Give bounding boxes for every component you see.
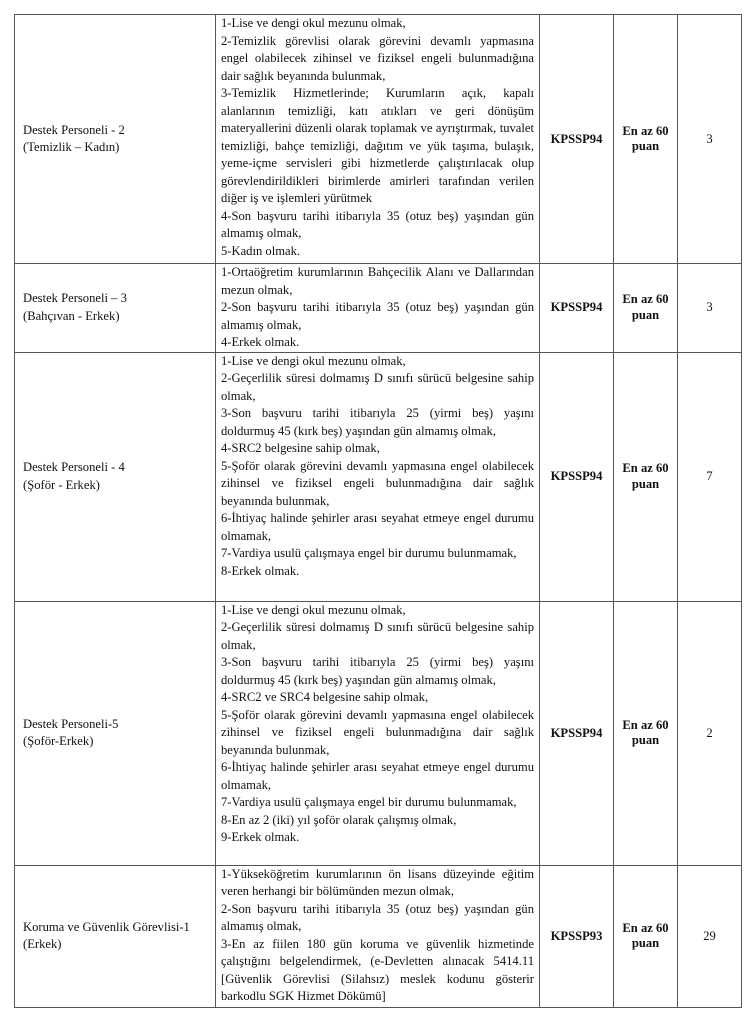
position-count: 2 [678,601,742,865]
position-title: Destek Personeli-5 [23,716,119,731]
position-subtitle: (Şoför - Erkek) [23,477,100,492]
requirement-item: 7-Vardiya usulü çalışmaya engel bir durumu bulunmamak, [221,546,517,560]
min-score-value: En az 60 [622,920,669,935]
requirement-item: 1-Lise ve dengi okul mezunu olmak, [221,353,406,368]
position-cell [15,865,216,1007]
requirement-item: 4-Son başvuru tarihi itibarıyla 35 (otuz beş) yaşından gün almamış olmak, [221,208,534,240]
min-score-value: En az 60 [622,292,669,307]
requirement-item: 1-Ortaöğretim kurumlarının Bahçecilik Alanı ve Dallarından mezun olmak, [221,265,534,297]
requirement-item: 3-Son başvuru tarihi itibarıyla 25 (yirmi beş) yaşını doldurmuş 45 (kırk beş) yaşından gün almamış olmak, [221,406,534,438]
position-count: 7 [678,352,742,601]
position-title: Destek Personeli - 2 [23,122,125,137]
requirement-item: 3-En az fiilen 180 gün koruma ve güvenlik hizmetinde çalıştığını belgelendirmek, (e-Devletten alınacak 5414.11 [Güvenlik Görevlisi (Silahsız) meslek kodunu gösterir barkodlu SGK Hizmet Dökümü] [221,936,534,1003]
min-score-unit: puan [631,307,660,322]
position-count: 29 [678,865,742,1007]
min-score-value: En az 60 [622,461,669,475]
requirement-item: 5-Şoför olarak görevini devamlı yapmasına engel olabilecek zihinsel ve fiziksel engeli bulunmadığına dair sağlık beyanında bulunmak, [221,707,534,757]
requirement-item: 9-Erkek olmak. [221,830,300,844]
min-score-unit: puan [631,139,660,153]
position-cell [15,15,216,264]
requirements-cell [216,15,540,264]
requirement-item: 6-İhtiyaç halinde şehirler arası seyahat etmeye engel durumu olmamak, [221,511,534,543]
requirements-cell [216,264,540,353]
requirement-item: 1-Yükseköğretim kurumlarının ön lisans düzeyinde eğitim veren herhangi bir bölümünden mezun olmak, [221,866,534,898]
requirement-item: 4-Erkek olmak. [221,335,300,349]
requirement-item: 2-Son başvuru tarihi itibarıyla 35 (otuz beş) yaşından gün almamış olmak, [221,901,534,933]
requirements-cell [216,352,540,601]
requirements-cell [216,865,540,1007]
position-cell [15,601,216,865]
requirement-item: 2-Geçerlilik süresi dolmamış D sınıfı sürücü belgesine sahip olmak, [221,371,534,403]
requirement-item: 5-Şoför olarak görevini devamlı yapmasına engel olabilecek zihinsel ve fiziksel engeli bulunmadığına dair sağlık beyanında bulunmak, [221,458,534,508]
position-title: Koruma ve Güvenlik Görevlisi-1 [23,919,190,934]
exam-type: KPSSP94 [540,601,614,865]
requirement-item: 2-Son başvuru tarihi itibarıyla 35 (otuz beş) yaşından gün almamış olmak, [221,300,534,332]
positions-table [14,14,742,1008]
requirement-item: 3-Temizlik Hizmetlerinde; Kurumların açık, kapalı alanlarının temizliği, katı atıkları ve geri dönüşüm materyallerini düzenli olarak toplamak ve ayrıştırmak, tuvalet temizliği, bahçe temizliği, dağıtım ve yük taşıma, bulaşık, yeme-içme servisleri gibi hizmetlerde çalıştırılacak olup görevlendirildikleri birimlerde amirleri tarafından verilen diğer iş ve işlemleri yürütmek [221,86,534,205]
position-subtitle: (Erkek) [23,937,62,951]
exam-type: KPSSP94 [540,264,614,353]
position-cell [15,352,216,601]
position-subtitle: (Bahçıvan - Erkek) [23,308,120,323]
exam-type: KPSSP94 [540,15,614,264]
requirement-item: 1-Lise ve dengi okul mezunu olmak, [221,16,406,30]
exam-type: KPSSP94 [540,352,614,601]
min-score [614,15,678,264]
position-subtitle: (Temizlik – Kadın) [23,140,120,154]
requirement-item: 5-Kadın olmak. [221,243,301,258]
table-row [15,865,742,1007]
requirements-cell [216,601,540,865]
requirement-item: 3-Son başvuru tarihi itibarıyla 25 (yirmi beş) yaşını doldurmuş 45 (kırk beş) yaşından gün almamış olmak, [221,655,534,687]
min-score [614,264,678,353]
table-row [15,601,742,865]
min-score [614,865,678,1007]
position-count: 3 [678,264,742,353]
requirement-item: 6-İhtiyaç halinde şehirler arası seyahat etmeye engel durumu olmamak, [221,760,534,792]
position-cell [15,264,216,353]
min-score-unit: puan [631,936,660,950]
position-count: 3 [678,15,742,264]
table-row [15,264,742,353]
requirement-item: 2-Temizlik görevlisi olarak görevini devamlı yapmasına engel olabilecek zihinsel ve fiziksel engeli bulunmadığına dair sağlık beyanında bulunmak, [221,33,534,83]
requirement-item: 4-SRC2 belgesine sahip olmak, [221,441,380,455]
table-row [15,352,742,601]
requirement-item: 4-SRC2 ve SRC4 belgesine sahip olmak, [221,690,429,704]
requirement-item: 2-Geçerlilik süresi dolmamış D sınıfı sürücü belgesine sahip olmak, [221,620,534,652]
min-score [614,352,678,601]
requirement-item: 1-Lise ve dengi okul mezunu olmak, [221,602,406,617]
position-title: Destek Personeli – 3 [23,291,127,306]
requirement-item: 8-Erkek olmak. [221,563,300,578]
requirement-item: 7-Vardiya usulü çalışmaya engel bir durumu bulunmamak, [221,795,517,809]
table-row [15,15,742,264]
min-score-value: En az 60 [622,717,669,732]
position-subtitle: (Şoför-Erkek) [23,734,94,748]
min-score-value: En az 60 [622,123,669,138]
exam-type: KPSSP93 [540,865,614,1007]
min-score [614,601,678,865]
min-score-unit: puan [631,733,660,747]
requirement-item: 8-En az 2 (iki) yıl şoför olarak çalışmış olmak, [221,812,457,827]
min-score-unit: puan [631,476,660,491]
position-title: Destek Personeli - 4 [23,460,125,474]
